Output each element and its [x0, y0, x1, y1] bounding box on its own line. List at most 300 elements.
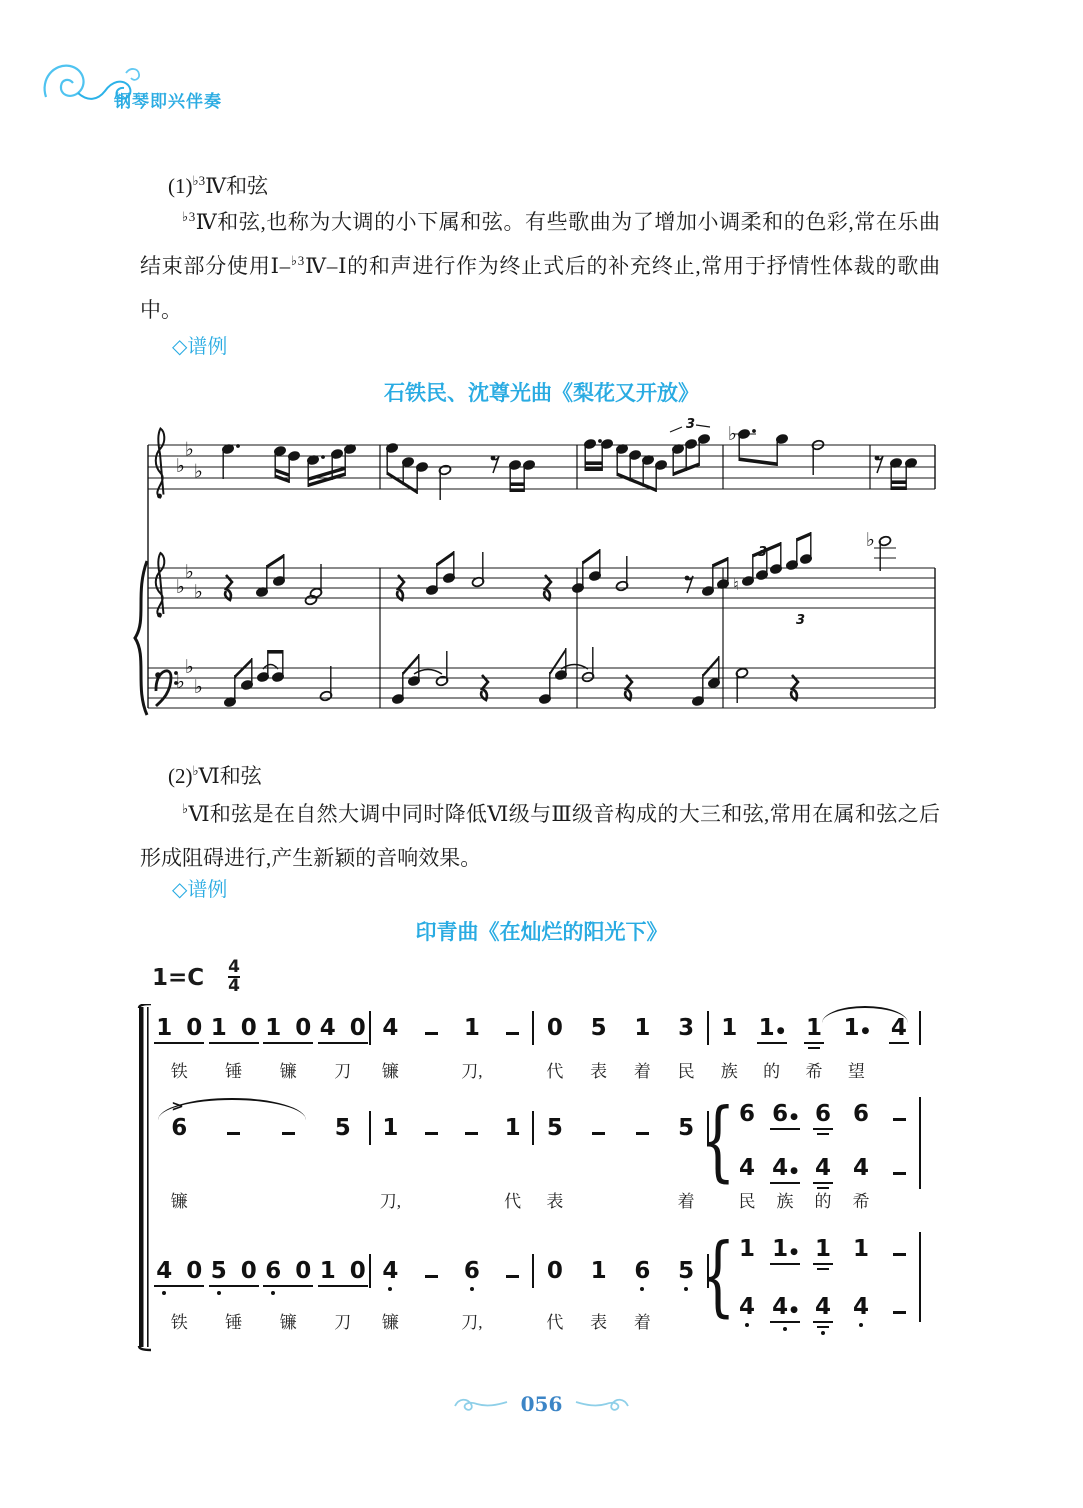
note-digit: 5	[590, 1015, 607, 1041]
jianpu-measure	[700, 1226, 920, 1348]
jianpu-note	[771, 1236, 799, 1262]
jianpu-note	[155, 1258, 203, 1284]
note-digit: 0	[186, 1258, 203, 1284]
note-cell	[842, 1101, 880, 1127]
jianpu-note	[771, 1155, 799, 1181]
notation-glyph: 3	[686, 418, 696, 432]
note-digit: 5	[677, 1258, 695, 1284]
jianpu-note	[505, 1258, 520, 1284]
note-digit: 1	[814, 1236, 831, 1262]
notation-glyph: ♭	[176, 455, 185, 477]
note-cell	[766, 1101, 804, 1127]
jianpu-note	[381, 1015, 399, 1041]
note-digit: 1 ●	[758, 1015, 785, 1041]
octave-dot	[684, 1287, 688, 1291]
note-digit: 4	[890, 1015, 907, 1041]
jianpu-measure	[533, 1097, 708, 1221]
note-cell	[766, 1236, 804, 1262]
notation-glyph: ♭	[185, 656, 194, 678]
note-digit: 1	[806, 1015, 823, 1041]
jianpu-note	[633, 1258, 651, 1284]
note-digit: 6	[463, 1258, 481, 1284]
note-cell	[804, 1155, 842, 1181]
lyric-syllable: 刀,	[461, 1313, 483, 1332]
note-cell	[452, 1258, 493, 1284]
end-barline	[919, 1232, 921, 1322]
octave-dot	[217, 1291, 221, 1295]
jianpu-note	[805, 1015, 823, 1041]
jianpu-note	[771, 1294, 799, 1320]
jianpu-note	[505, 1015, 520, 1041]
lyric-syllable: 代	[546, 1313, 564, 1332]
lyric-syllable: 民	[738, 1192, 756, 1211]
lower-voice	[728, 1294, 918, 1320]
notation-glyph: ♭	[176, 671, 185, 693]
jianpu-note	[591, 1115, 606, 1141]
lyric-syllable: 代	[504, 1192, 522, 1211]
note-cell	[152, 1015, 207, 1041]
note-cell	[492, 1015, 533, 1041]
octave-dot	[162, 1291, 166, 1295]
note-digit: 4	[155, 1258, 173, 1284]
lyrics-row	[152, 1057, 370, 1082]
note-digit: 0	[349, 1258, 366, 1284]
underline	[813, 1128, 833, 1130]
jianpu-note	[814, 1155, 832, 1181]
footer-swirl-right-icon	[574, 1394, 632, 1414]
note-digit: 0	[295, 1015, 312, 1041]
note-digit	[424, 1015, 439, 1041]
jianpu-note	[381, 1258, 399, 1284]
upper-voice	[728, 1236, 918, 1262]
underline	[813, 1321, 833, 1323]
notes-row	[533, 1258, 708, 1284]
note-digit: 4	[814, 1155, 831, 1181]
notes-row	[152, 1258, 370, 1284]
jianpu-note	[892, 1294, 907, 1320]
octave-dot	[470, 1287, 474, 1291]
note-cell	[533, 1015, 577, 1041]
score-example-label-2: ◇谱例	[172, 877, 228, 901]
note-cell	[492, 1258, 533, 1284]
note-digit: 5	[546, 1115, 563, 1141]
underline-2	[817, 1133, 830, 1135]
note-cell	[708, 1015, 750, 1041]
note-digit: 4	[738, 1294, 756, 1320]
page-number: 056	[520, 1392, 563, 1416]
jianpu-note	[463, 1015, 481, 1041]
notes-row	[533, 1115, 708, 1141]
note-cell	[261, 1258, 316, 1284]
lyric-syllable: 希	[852, 1192, 870, 1211]
lyrics-row	[533, 1057, 708, 1082]
note-digit: 1	[590, 1258, 607, 1284]
lyrics-row	[708, 1057, 920, 1082]
jianpu-note	[814, 1101, 832, 1127]
time-signature	[228, 957, 241, 996]
note-digit: 4 ●	[772, 1155, 798, 1181]
note-digit: 0	[240, 1258, 257, 1284]
lyrics-row	[152, 1308, 370, 1333]
note-digit: 0	[546, 1015, 563, 1041]
jianpu-note	[464, 1115, 479, 1141]
score-title-2: 印青曲《在灿烂的阳光下》	[415, 920, 668, 944]
underline	[154, 1042, 204, 1044]
note-digit: 1 ●	[772, 1236, 798, 1262]
jianpu-note	[590, 1258, 608, 1284]
notation-glyph: ♮	[733, 575, 739, 594]
jianpu-note	[738, 1155, 756, 1181]
lyric-syllable: 镰	[381, 1062, 399, 1081]
jianpu-note	[771, 1101, 799, 1127]
note-cell	[880, 1294, 918, 1320]
lyric-syllable: 的	[814, 1192, 832, 1211]
lyric-syllable: 着	[633, 1062, 651, 1081]
note-digit: 4	[852, 1155, 869, 1181]
jianpu-note	[738, 1101, 756, 1127]
jianpu-note	[546, 1115, 564, 1141]
note-digit: 0	[240, 1015, 257, 1041]
note-cell	[804, 1294, 842, 1320]
lyric-syllable: 代	[546, 1062, 564, 1081]
underline	[209, 1285, 259, 1287]
note-cell	[621, 1015, 665, 1041]
octave-dot	[859, 1323, 863, 1327]
lyric-syllable: 望	[847, 1062, 865, 1081]
jianpu-note	[424, 1258, 439, 1284]
meter-numerator: 4	[228, 957, 241, 977]
underline-2	[817, 1268, 830, 1270]
note-digit	[892, 1101, 907, 1127]
note-digit: 3	[678, 1015, 695, 1041]
lyric-syllable: 刀,	[461, 1062, 483, 1081]
note-digit: 4	[319, 1015, 336, 1041]
note-cell	[577, 1015, 621, 1041]
note-digit: 1	[382, 1115, 399, 1141]
lyrics-row	[533, 1187, 708, 1212]
underline	[318, 1042, 368, 1044]
note-cell	[880, 1236, 918, 1262]
lyric-syllable: 镰	[170, 1192, 188, 1211]
jianpu-note	[814, 1294, 832, 1320]
note-cell	[316, 1015, 371, 1041]
note-digit: 1 ●	[843, 1015, 870, 1041]
note-digit: 0	[295, 1258, 312, 1284]
note-digit: 4	[381, 1258, 399, 1284]
notation-glyph: ♭	[728, 423, 737, 445]
note-cell	[370, 1258, 411, 1284]
jianpu-note	[424, 1015, 439, 1041]
jianpu-note	[758, 1015, 786, 1041]
note-cell	[207, 1015, 262, 1041]
note-cell	[370, 1115, 411, 1141]
note-cell	[261, 1015, 316, 1041]
note-cell	[664, 1015, 708, 1041]
jianpu-measure	[370, 1007, 533, 1087]
jianpu-note	[590, 1015, 608, 1041]
lyric-syllable: 铁	[170, 1313, 188, 1332]
lyrics-row	[533, 1308, 708, 1333]
jianpu-note	[381, 1115, 399, 1141]
note-cell	[533, 1115, 577, 1141]
lyric-syllable: 刀	[334, 1062, 352, 1081]
note-digit	[464, 1115, 479, 1141]
lyric-syllable: 着	[677, 1192, 695, 1211]
jianpu-note	[546, 1258, 564, 1284]
underline	[813, 1263, 833, 1265]
jianpu-note	[264, 1015, 312, 1041]
lyric-syllable: 的	[763, 1062, 781, 1081]
notation-glyph: ♭	[866, 529, 875, 551]
note-cell	[880, 1155, 918, 1181]
jianpu-note	[720, 1015, 738, 1041]
note-digit	[635, 1115, 650, 1141]
underline	[757, 1042, 787, 1044]
flat-superscript: ♭3	[192, 173, 206, 188]
note-digit: 1	[463, 1015, 480, 1041]
note-cell	[411, 1015, 452, 1041]
note-cell	[842, 1155, 880, 1181]
note-digit	[892, 1236, 907, 1262]
key-label: 1=C	[152, 965, 205, 991]
jianpu-note	[852, 1155, 870, 1181]
barline	[919, 1011, 921, 1045]
note-digit: 5	[210, 1258, 228, 1284]
jianpu-measure	[152, 1007, 370, 1087]
notation-glyph: 3	[758, 545, 768, 560]
jianpu-measure	[370, 1097, 533, 1221]
underline	[318, 1285, 368, 1287]
note-digit: 1	[265, 1015, 282, 1041]
note-digit: 6	[171, 1115, 188, 1141]
note-cell	[370, 1015, 411, 1041]
note-digit: 1	[721, 1015, 738, 1041]
note-digit	[591, 1115, 606, 1141]
note-cell	[766, 1155, 804, 1181]
note-digit: 5	[334, 1115, 351, 1141]
jianpu-note	[319, 1258, 367, 1284]
underline	[770, 1263, 800, 1265]
lyrics-row	[370, 1057, 533, 1082]
note-digit: 6 ●	[772, 1101, 798, 1127]
jianpu-note	[334, 1115, 352, 1141]
note-digit	[892, 1294, 907, 1320]
note-digit	[505, 1258, 520, 1284]
note-cell	[533, 1258, 577, 1284]
jianpu-note	[210, 1015, 258, 1041]
notation-glyph: ♭	[185, 438, 194, 461]
notes-row	[152, 1015, 370, 1041]
note-digit: 4	[814, 1294, 832, 1320]
note-digit	[892, 1155, 907, 1181]
score-example-label-1: ◇谱例	[172, 334, 228, 358]
note-cell	[842, 1294, 880, 1320]
jianpu-note	[738, 1294, 756, 1320]
jianpu-note	[504, 1115, 522, 1141]
jianpu-note	[677, 1258, 695, 1284]
note-cell	[452, 1115, 493, 1141]
octave-dot	[271, 1291, 275, 1295]
jianpu-note	[155, 1015, 203, 1041]
accent-mark: >	[171, 1097, 184, 1115]
notes-row	[370, 1258, 533, 1284]
note-digit: 0	[186, 1015, 203, 1041]
underline	[804, 1042, 824, 1044]
note-cell	[577, 1115, 621, 1141]
jianpu-note	[635, 1115, 650, 1141]
jianpu-note	[892, 1155, 907, 1181]
notation-glyph: ♭	[194, 676, 203, 698]
underline	[209, 1042, 259, 1044]
lyrics-row	[370, 1308, 533, 1333]
lyric-syllable: 族	[776, 1192, 794, 1211]
lyric-syllable: 锤	[225, 1313, 243, 1332]
note-digit: 6	[264, 1258, 282, 1284]
note-digit: 0	[349, 1015, 366, 1041]
note-cell	[766, 1294, 804, 1320]
note-cell	[621, 1115, 665, 1141]
note-cell	[804, 1101, 842, 1127]
jianpu-note	[319, 1015, 367, 1041]
jianpu-note	[892, 1236, 907, 1262]
note-cell	[804, 1236, 842, 1262]
note-cell	[411, 1115, 452, 1141]
jianpu-note	[677, 1015, 695, 1041]
notation-glyph: ♭	[194, 581, 203, 603]
jianpu-measure	[700, 1091, 920, 1221]
note-cell	[207, 1258, 262, 1284]
note-cell	[316, 1115, 371, 1141]
jianpu-note	[892, 1101, 907, 1127]
notation-glyph: ♭	[194, 460, 203, 483]
octave-dot	[783, 1327, 787, 1331]
lyric-syllable: 希	[805, 1062, 823, 1081]
jianpu-note	[814, 1236, 832, 1262]
jianpu-note	[852, 1101, 870, 1127]
section2-heading: (2)♭Ⅵ和弦	[168, 763, 262, 788]
jianpu-note	[210, 1258, 258, 1284]
jianpu-note	[463, 1258, 481, 1284]
lyric-syllable: 表	[590, 1062, 608, 1081]
jianpu-measure	[533, 1230, 708, 1348]
lyric-syllable: 民	[677, 1062, 695, 1081]
score-title-1: 石铁民、沈尊光曲《梨花又开放》	[384, 381, 699, 405]
note-digit: 6	[814, 1101, 831, 1127]
jianpu-measure	[370, 1230, 533, 1348]
lyrics-row	[370, 1187, 533, 1212]
note-cell	[750, 1015, 792, 1041]
octave-dot	[821, 1331, 825, 1335]
lower-voice	[728, 1155, 918, 1181]
note-cell	[842, 1236, 880, 1262]
flat-superscript: ♭	[192, 763, 199, 778]
section1-heading: $(1)^{♭3}Ⅳ$和弦	[168, 173, 269, 198]
lyric-syllable: 镰	[279, 1313, 297, 1332]
notes-row	[370, 1015, 533, 1041]
jianpu-note	[633, 1015, 651, 1041]
jianpu-line	[152, 1226, 920, 1348]
jianpu-measure	[152, 1230, 370, 1348]
staff-notation	[130, 418, 945, 758]
jianpu-note	[546, 1015, 564, 1041]
octave-dot	[388, 1287, 392, 1291]
footer-swirl-left-icon	[451, 1394, 509, 1414]
note-digit: 1	[504, 1115, 521, 1141]
notation-glyph: ♭	[185, 561, 194, 583]
meter-denominator: 4	[228, 976, 241, 996]
jianpu-note	[738, 1236, 756, 1262]
notation-glyph: 3	[796, 613, 806, 628]
note-cell	[452, 1015, 493, 1041]
underline	[154, 1285, 204, 1287]
jianpu-score	[140, 1002, 940, 1354]
jianpu-line	[152, 1007, 920, 1087]
notation-glyph: ♭	[176, 576, 185, 598]
note-digit: 6	[738, 1101, 755, 1127]
note-digit: 1	[738, 1236, 755, 1262]
section1-paragraph: $^{♭3}$Ⅳ和弦,也称为大调的小下属和弦。有些歌曲为了增加小调柔和的色彩,常在乐曲结束部分使用Ⅰ–$^{♭3}$Ⅳ–Ⅰ的和声进行作为终止式后的补充终止,常用于抒情性体裁的歌曲中。	[140, 209, 940, 322]
lyrics-row	[728, 1187, 918, 1212]
footer	[0, 1392, 1083, 1416]
note-digit: 4	[852, 1294, 870, 1320]
note-cell	[152, 1258, 207, 1284]
underline	[889, 1042, 909, 1044]
underline-2	[817, 1326, 830, 1328]
note-digit: 4	[738, 1155, 755, 1181]
underline	[813, 1182, 833, 1184]
note-digit: 1	[319, 1258, 336, 1284]
lyric-syllable: 着	[633, 1313, 651, 1332]
lyric-syllable: 表	[546, 1192, 564, 1211]
lyric-syllable: 镰	[381, 1313, 399, 1332]
note-digit: 4	[382, 1015, 399, 1041]
note-digit: 0	[546, 1258, 563, 1284]
upper-voice	[728, 1101, 918, 1127]
note-digit: 4 ●	[771, 1294, 799, 1320]
note-cell	[728, 1294, 766, 1320]
note-cell	[880, 1101, 918, 1127]
voice-brace: {	[700, 1091, 736, 1192]
octave-dot	[745, 1323, 749, 1327]
note-cell	[621, 1258, 665, 1284]
jianpu-note	[424, 1115, 439, 1141]
lyric-syllable: 刀	[334, 1313, 352, 1332]
brand-title: 钢琴即兴伴奏	[114, 92, 222, 112]
lyrics-row	[152, 1187, 370, 1212]
lyric-syllable: 刀,	[379, 1192, 401, 1211]
note-digit	[505, 1015, 520, 1041]
note-digit	[424, 1258, 439, 1284]
underline-2	[808, 1047, 821, 1049]
jianpu-note	[852, 1236, 870, 1262]
end-barline	[919, 1097, 921, 1189]
key-signature	[152, 957, 241, 996]
note-digit: 6	[852, 1101, 869, 1127]
lyric-syllable: 表	[590, 1313, 608, 1332]
note-cell	[728, 1155, 766, 1181]
underline	[263, 1042, 313, 1044]
octave-dot	[640, 1287, 644, 1291]
note-digit	[424, 1115, 439, 1141]
voice-brace: {	[700, 1226, 736, 1327]
section2-paragraph: ♭Ⅵ和弦是在自然大调中同时降低Ⅵ级与Ⅲ级音构成的大三和弦,常用在属和弦之后形成阻碍进行,产生新颖的音响效果。	[140, 801, 940, 870]
lyric-syllable: 族	[720, 1062, 738, 1081]
note-digit: 1	[634, 1015, 651, 1041]
notes-row	[533, 1015, 708, 1041]
lyric-syllable: 镰	[279, 1062, 297, 1081]
note-digit: 6	[633, 1258, 651, 1284]
jianpu-note	[677, 1115, 695, 1141]
